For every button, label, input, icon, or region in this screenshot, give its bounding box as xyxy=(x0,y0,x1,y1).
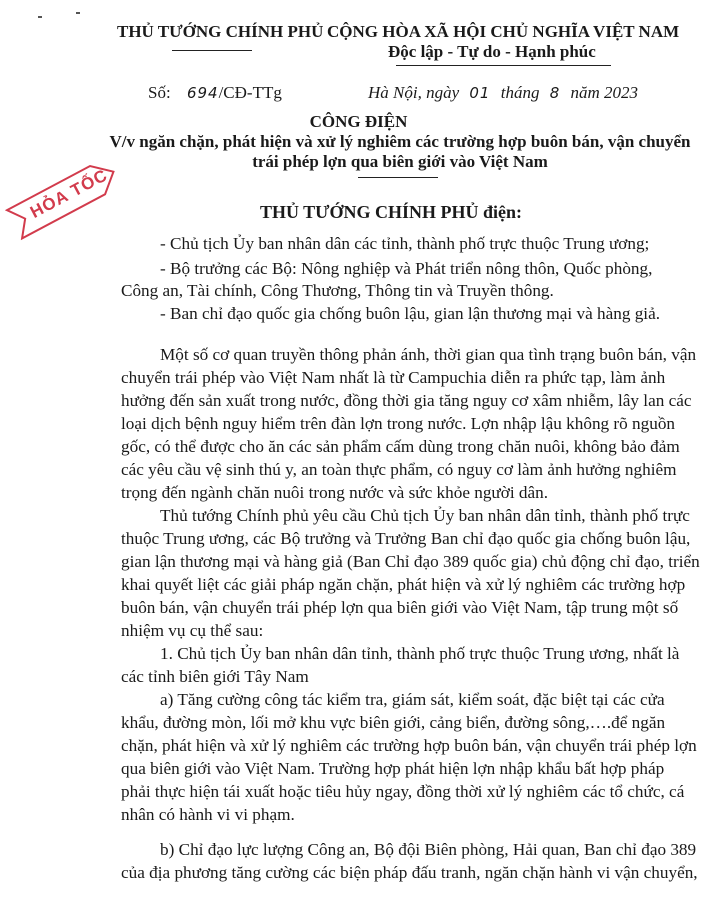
body-line: khai quyết liệt các giải pháp ngăn chặn, phát hiện và xử lý nghiêm các trường hợp xyxy=(121,575,686,594)
scan-speck xyxy=(76,12,80,14)
date-month-word: tháng xyxy=(500,83,540,102)
agency-name: THỦ TƯỚNG CHÍNH PHỦ xyxy=(117,22,324,41)
recipient-line: - Chủ tịch Ủy ban nhân dân các tỉnh, thành phố trực thuộc Trung ương; xyxy=(160,234,650,253)
body-line: nhân có hành vi vi phạm. xyxy=(121,805,295,824)
body-line: qua biên giới vào Việt Nam. Trường hợp phát hiện lợn nhập khẩu bất hợp pháp xyxy=(121,759,665,778)
agency-underline xyxy=(172,50,252,51)
body-line: loại dịch bệnh nguy hiểm trên đàn lợn trong nước. Lợn nhập lậu không rõ nguồn xyxy=(121,414,676,433)
body-line: phải thực hiện tái xuất hoặc tiêu hủy ngay, đồng thời xử lý nghiêm các tổ chức, cá xyxy=(121,782,685,801)
body-line: các tỉnh biên giới Tây Nam xyxy=(121,667,309,686)
urgent-stamp xyxy=(3,153,124,243)
scan-speck xyxy=(38,16,42,18)
body-line: khẩu, đường mòn, lối mở khu vực biên giới, cảng biển, đường sông,….để ngăn xyxy=(121,713,666,732)
date-month: 8 xyxy=(549,84,561,102)
country-name: CỘNG HÒA XÃ HỘI CHỦ NGHĨA VIỆT NAM xyxy=(327,22,680,41)
body-line: gốc, có thể được cho ăn các sản phẩm cấm dùng trong chăn nuôi, không bảo đảm xyxy=(121,437,680,456)
date-year: năm 2023 xyxy=(570,83,639,102)
body-line: Thủ tướng Chính phủ yêu cầu Chủ tịch Ủy ban nhân dân tỉnh, thành phố trực xyxy=(160,506,690,525)
recipient-line: Công an, Tài chính, Công Thương, Thông tin và Truyền thông. xyxy=(121,281,554,300)
motto-underline xyxy=(396,65,611,66)
subject-line-1: V/v ngăn chặn, phát hiện và xử lý nghiêm các trường hợp buôn bán, vận chuyển xyxy=(109,132,691,151)
date-place: Hà Nội, ngày xyxy=(368,83,460,102)
subject-underline xyxy=(358,177,438,178)
document-date xyxy=(368,83,638,103)
number-handwritten: 694 xyxy=(186,84,219,102)
date-day: 01 xyxy=(469,84,491,102)
body-line: gian lận thương mại và hàng giả (Ban Chỉ đạo 389 quốc gia) chủ động chỉ đạo, triển xyxy=(121,552,700,571)
body-line: chặn, phát hiện và xử lý nghiêm các trường hợp buôn bán, vận chuyển trái phép lợn xyxy=(121,736,697,755)
body-line: buôn bán, vận chuyển trái phép lợn qua biên giới vào Việt Nam, tập trung một số xyxy=(121,598,679,617)
body-line: của địa phương tăng cường các biện pháp đấu tranh, ngăn chặn hành vi vận chuyển, xyxy=(121,863,698,882)
body-line: 1. Chủ tịch Ủy ban nhân dân tỉnh, thành phố trực thuộc Trung ương, nhất là xyxy=(160,644,680,663)
body-line: b) Chỉ đạo lực lượng Công an, Bộ đội Biên phòng, Hải quan, Ban chỉ đạo 389 xyxy=(160,840,697,859)
document-type: CÔNG ĐIỆN xyxy=(309,112,408,131)
body-line: Một số cơ quan truyền thông phản ánh, thời gian qua tình trạng buôn bán, vận xyxy=(160,345,697,364)
subject-line-2: trái phép lợn qua biên giới vào Việt Nam xyxy=(252,152,548,171)
document-number xyxy=(148,83,282,103)
body-line: trọng đến ngành chăn nuôi trong nước và sức khỏe người dân. xyxy=(121,483,549,502)
body-line: nhiệm vụ cụ thể sau: xyxy=(121,621,264,640)
recipient-line: - Ban chỉ đạo quốc gia chống buôn lậu, gian lận thương mại và hàng giả. xyxy=(160,304,661,323)
address-heading: THỦ TƯỚNG CHÍNH PHỦ điện: xyxy=(260,202,523,222)
national-motto: Độc lập - Tự do - Hạnh phúc xyxy=(388,42,596,61)
body-line: các yêu cầu vệ sinh thú y, an toàn thực phẩm, có nguy cơ làm ảnh hưởng nghiêm xyxy=(121,460,677,479)
body-line: hưởng đến sản xuất trong nước, đồng thời gia tăng nguy cơ xâm nhiễm, lây lan các xyxy=(121,391,692,410)
number-suffix: /CĐ-TTg xyxy=(218,83,282,102)
stamp-text: HỎA TỐC xyxy=(27,165,111,222)
body-line: chuyển trái phép vào Việt Nam nhất là từ Campuchia diễn ra phức tạp, làm ảnh xyxy=(121,368,666,387)
body-line: a) Tăng cường công tác kiểm tra, giám sát, kiểm soát, đặc biệt tại các cửa xyxy=(160,690,665,709)
body-line: thuộc Trung ương, các Bộ trưởng và Trưởng Ban chỉ đạo quốc gia chống buôn lậu, xyxy=(121,529,691,548)
number-prefix: Số: xyxy=(148,83,171,102)
recipient-line: - Bộ trưởng các Bộ: Nông nghiệp và Phát triển nông thôn, Quốc phòng, xyxy=(160,259,653,278)
